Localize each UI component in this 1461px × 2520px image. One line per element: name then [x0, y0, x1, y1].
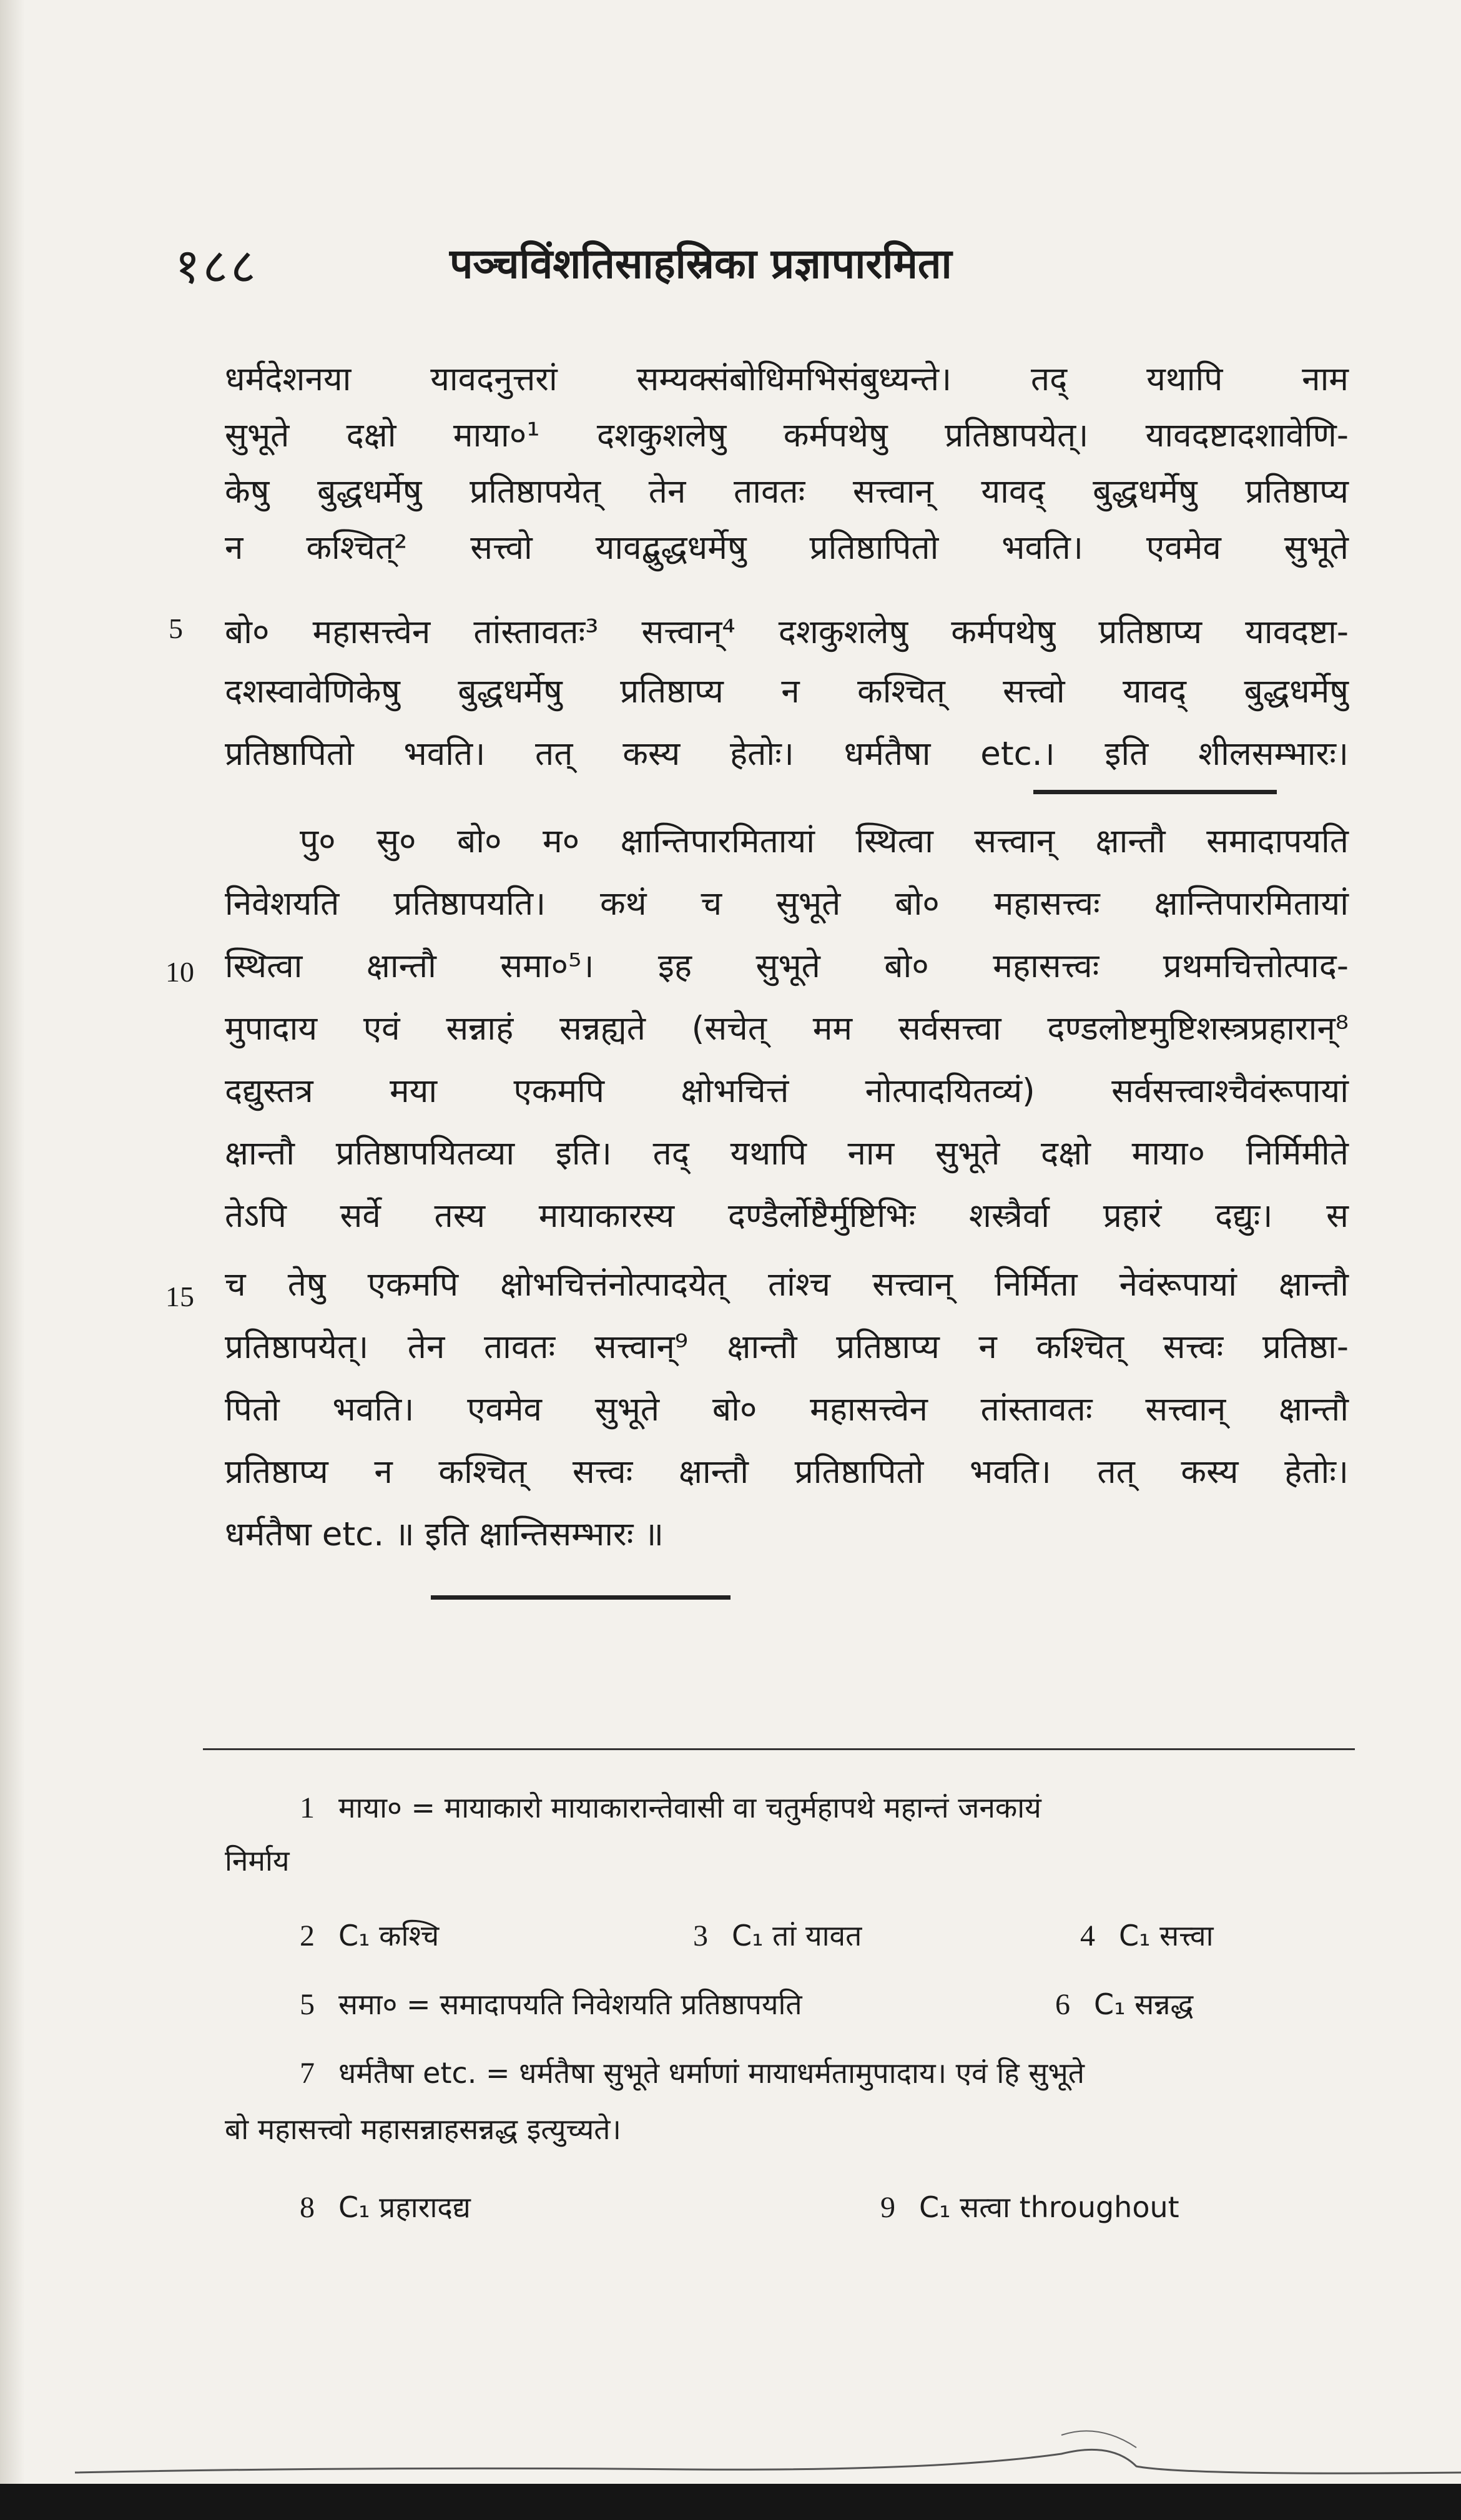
- body-line: सुभूते दक्षो माया०¹ दशकुशलेषु कर्मपथेषु प्रतिष्ठापयेत्। यावदष्टादशावेणि-: [225, 416, 1349, 455]
- body-line: तेऽपि सर्वे तस्य मायाकारस्य दण्डैर्लोष्टैर्मुष्टिभिः शस्त्रैर्वा प्रहारं दद्युः। स: [225, 1197, 1349, 1235]
- body-line: क्षान्तौ प्रतिष्ठापयितव्या इति। तद् यथापि नाम सुभूते दक्षो माया० निर्मिमीते: [225, 1134, 1349, 1173]
- footnote-number: 5: [300, 1988, 315, 2021]
- torn-page-edge: [0, 2398, 1461, 2485]
- footnote-text: C₁ कश्चि: [338, 1919, 440, 1952]
- page-number: १८८: [175, 239, 258, 295]
- body-line: दद्युस्तत्र मया एकमपि क्षोभचित्तं नोत्पादयितव्यं) सर्वसत्त्वाश्चैवंरूपायां: [225, 1072, 1349, 1110]
- footnote-text: समा० = समादापयति निवेशयति प्रतिष्ठापयति: [338, 1987, 802, 2021]
- body-line: पितो भवति। एवमेव सुभूते बो० महासत्त्वेन तांस्तावतः सत्त्वान् क्षान्तौ: [225, 1390, 1349, 1429]
- body-line: स्थित्वा क्षान्तौ समा०⁵। इह सुभूते बो० महासत्त्वः प्रथमचित्तोत्पाद-: [225, 947, 1349, 985]
- footnote-text: C₁ सन्नद्ध: [1094, 1987, 1194, 2021]
- page-edge-shadow: [0, 0, 25, 2520]
- footnote-text: धर्मतैषा etc. = धर्मतैषा सुभूते धर्माणां मायाधर्मतामुपादाय। एवं हि सुभूते: [338, 2056, 1085, 2090]
- line-number: 10: [165, 956, 194, 988]
- running-title: पञ्चविंशतिसाहस्रिका प्रज्ञापारमिता: [450, 240, 952, 288]
- section-end-underline: [431, 1595, 730, 1600]
- footnote-rule: [203, 1748, 1355, 1750]
- footnote-number: 8: [300, 2191, 315, 2224]
- footnote-4: [1080, 1914, 1214, 1958]
- body-line: धर्मदेशनया यावदनुत्तरां सम्यक्संबोधिमभिसंबुध्यन्ते। तद् यथापि नाम: [225, 360, 1349, 398]
- body-line: न कश्चित्² सत्त्वो यावद्बुद्धधर्मेषु प्रतिष्ठापितो भवति। एवमेव सुभूते: [225, 529, 1349, 567]
- scan-bottom-border: [0, 2484, 1461, 2520]
- body-line: दशस्वावेणिकेषु बुद्धधर्मेषु प्रतिष्ठाप्य न कश्चित् सत्त्वो यावद् बुद्धधर्मेषु: [225, 672, 1349, 711]
- body-line: निवेशयति प्रतिष्ठापयति। कथं च सुभूते बो० महासत्त्वः क्षान्तिपारमितायां: [225, 885, 1349, 923]
- footnote-number: 6: [1055, 1988, 1070, 2021]
- body-line: प्रतिष्ठापितो भवति। तत् कस्य हेतोः। धर्मतैषा etc.। इति शीलसम्भारः।: [225, 735, 1349, 773]
- line-number: 15: [165, 1281, 194, 1312]
- body-line: पु० सु० बो० म० क्षान्तिपारमितायां स्थित्वा सत्त्वान् क्षान्तौ समादापयति: [300, 822, 1349, 860]
- section-end-underline: [1033, 790, 1277, 794]
- footnote-3: [693, 1914, 862, 1958]
- footnote-text: माया० = मायाकारो मायाकारान्तेवासी वा चतुर्महापथे महान्तं जनकायं: [338, 1791, 1041, 1824]
- body-line: मुपादाय एवं सन्नाहं सन्नह्यते (सचेत् मम सर्वसत्त्वा दण्डलोष्टमुष्टिशस्त्रप्रहारान्⁸: [225, 1010, 1349, 1048]
- body-line: केषु बुद्धधर्मेषु प्रतिष्ठापयेत् तेन तावतः सत्त्वान् यावद् बुद्धधर्मेषु प्रतिष्ठाप्य: [225, 473, 1349, 511]
- footnote-text: C₁ तां यावत: [732, 1919, 862, 1952]
- footnote-number: 4: [1080, 1919, 1095, 1952]
- footnote-9: [880, 2185, 1179, 2230]
- footnote-7-continued: बो महासत्त्वो महासन्नाहसन्नद्ध इत्युच्यते।: [225, 2112, 621, 2146]
- footnote-number: 7: [300, 2057, 315, 2090]
- body-line: बो० महासत्त्वेन तांस्तावतः³ सत्त्वान्⁴ दशकुशलेषु कर्मपथेषु प्रतिष्ठाप्य यावदष्टा-: [225, 613, 1349, 651]
- footnote-number: 3: [693, 1919, 708, 1952]
- footnote-1: [300, 1786, 1041, 1830]
- body-line: प्रतिष्ठाप्य न कश्चित् सत्त्वः क्षान्तौ प्रतिष्ठापितो भवति। तत् कस्य हेतोः।: [225, 1453, 1349, 1491]
- footnote-text: C₁ सत्त्वा: [1119, 1919, 1214, 1952]
- footnote-7: [300, 2051, 1085, 2095]
- footnote-text: C₁ प्रहारादद्य: [338, 2190, 471, 2224]
- footnote-text: C₁ सत्वा throughout: [919, 2190, 1179, 2224]
- footnote-number: 9: [880, 2191, 895, 2224]
- body-line: प्रतिष्ठापयेत्। तेन तावतः सत्त्वान्⁹ क्षान्तौ प्रतिष्ठाप्य न कश्चित् सत्त्वः प्रतिष्ठा-: [225, 1328, 1349, 1366]
- body-line: च तेषु एकमपि क्षोभचित्तंनोत्पादयेत् तांश्च सत्त्वान् निर्मिता नेवंरूपायां क्षान्तौ: [225, 1266, 1349, 1304]
- footnote-6: [1055, 1982, 1193, 2027]
- footnote-8: [300, 2185, 471, 2230]
- body-line: धर्मतैषा etc. ॥ इति क्षान्तिसम्भारः ॥: [225, 1515, 664, 1553]
- footnote-2: [300, 1914, 439, 1958]
- footnote-5: [300, 1982, 802, 2027]
- line-number: 5: [169, 613, 183, 644]
- footnote-1-continued: निर्माय: [225, 1844, 290, 1878]
- footnote-number: 1: [300, 1791, 315, 1824]
- footnote-number: 2: [300, 1919, 315, 1952]
